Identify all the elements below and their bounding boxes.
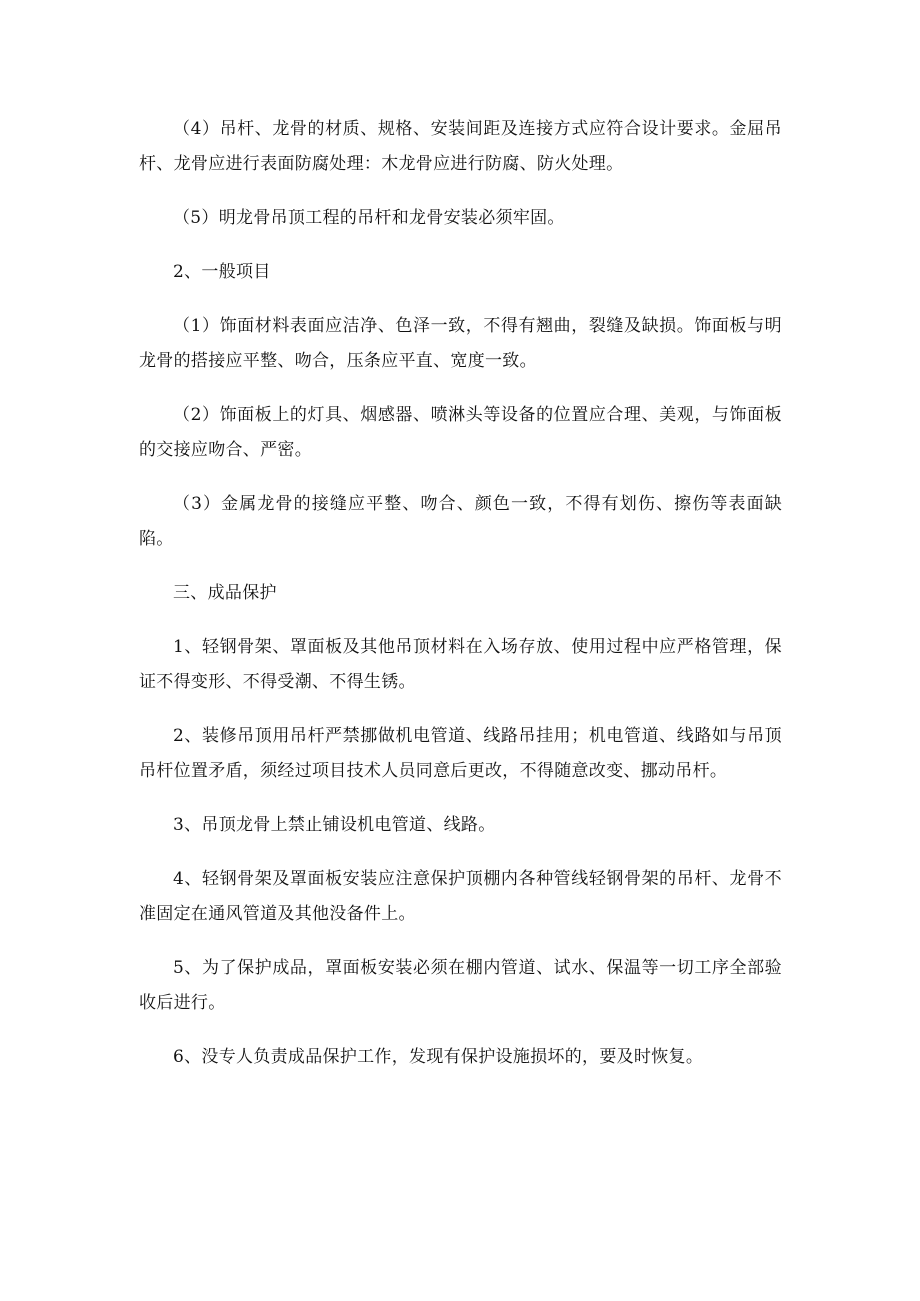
paragraph-main-control-item-4: （4）吊杆、龙骨的材质、规格、安装间距及连接方式应符合设计要求。金屈吊杆、龙骨应进行表面防腐处理：木龙骨应进行防腐、防火处理。 — [139, 119, 782, 174]
section-heading-product-protection: 三、成品保护 — [173, 583, 277, 603]
paragraph-general-item-1: （1）饰面材料表面应洁净、色泽一致，不得有翘曲，裂缝及缺损。饰面板与明龙骨的搭接应平整、吻合，压条应平直、宽度一致。 — [139, 316, 782, 371]
section-heading-general-items: 2、一般项目 — [173, 262, 271, 282]
paragraph-protection-item-2: 2、装修吊顶用吊杆严禁挪做机电管道、线路吊挂用；机电管道、线路如与吊顶吊杆位置矛盾，须经过项目技术人员同意后更改，不得随意改变、挪动吊杆。 — [139, 726, 782, 781]
paragraph-protection-item-1: 1、轻钢骨架、罩面板及其他吊顶材料在入场存放、使用过程中应严格管理，保证不得变形、不得受潮、不得生锈。 — [139, 637, 782, 692]
paragraph-general-item-3: （3）金属龙骨的接缝应平整、吻合、颜色一致，不得有划伤、擦伤等表面缺陷。 — [139, 494, 782, 549]
paragraph-protection-item-4: 4、轻钢骨架及罩面板安装应注意保护顶棚内各种管线轻钢骨架的吊杆、龙骨不准固定在通风管道及其他没备件上。 — [139, 869, 782, 924]
paragraph-main-control-item-5: （5）明龙骨吊顶工程的吊杆和龙骨安装必须牢固。 — [173, 208, 565, 228]
paragraph-protection-item-3: 3、吊顶龙骨上禁止铺设机电管道、线路。 — [173, 815, 496, 835]
paragraph-protection-item-5: 5、为了保护成品，罩面板安装必须在棚内管道、试水、保温等一切工序全部验收后进行。 — [139, 958, 782, 1013]
paragraph-protection-item-6: 6、没专人负责成品保护工作，发现有保护设施损坏的，要及时恢复。 — [173, 1047, 704, 1067]
paragraph-general-item-2: （2）饰面板上的灯具、烟感器、喷淋头等设备的位置应合理、美观，与饰面板的交接应吻合、严密。 — [139, 405, 782, 460]
document-page — [139, 112, 782, 1094]
